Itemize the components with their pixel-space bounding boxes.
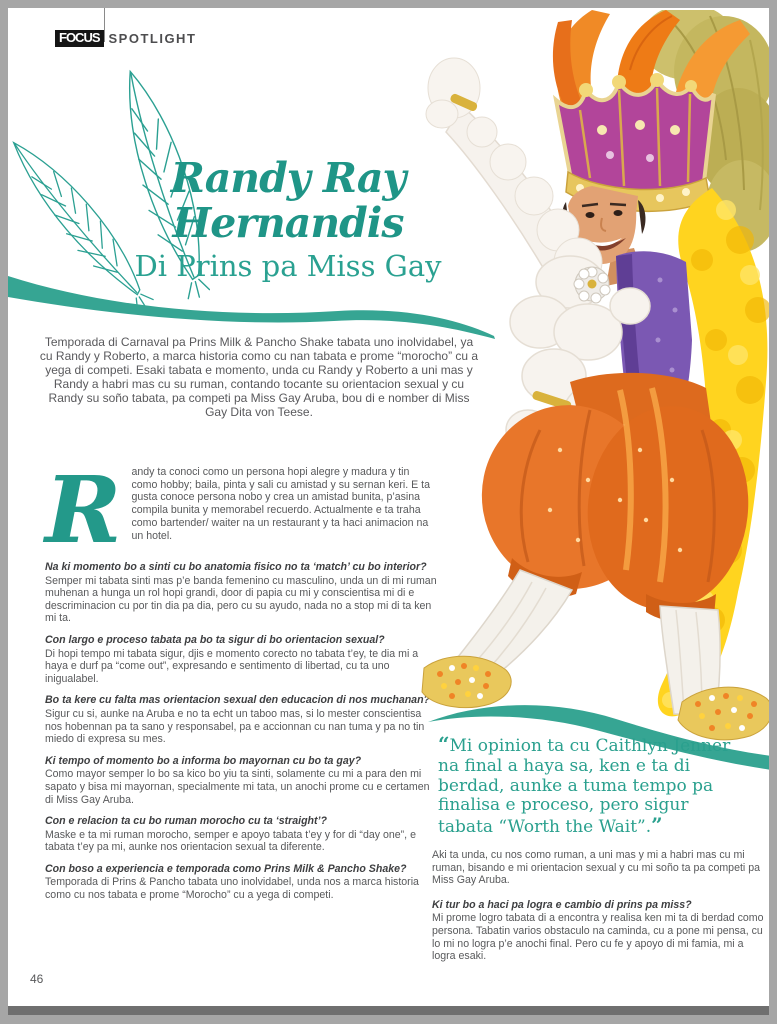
right-paragraph: Aki ta unda, cu nos como ruman, a uni mas y mi a habri mas cu mi ruman, bisando e mi orientacion sexual y cu mi soño ta pa competi pa Miss Gay Aruba. — [432, 849, 760, 887]
masthead — [55, 30, 196, 47]
question: Na ki momento bo a sinti cu bo anatomia fisico no ta ‘match’ cu bo interior? — [45, 561, 427, 573]
intro-paragraph: Temporada di Carnaval pa Prins Milk & Pancho Shake tabata uno inolvidabel, ya cu Randy y Roberto, a marca historia como cu nan tabata e prome “morocho” cu a yega di competi. Esaki tabata e momento, unda cu Randy y Roberto a uni mas y Randy a habri mas cu su ruman, contando tocante su orientacion sexual y cu Randy su soño tabata, pa competi pa Miss Gay Aruba, bou di e nomber di Miss Gay Dita von Teese. — [39, 335, 479, 419]
section-label: SPOTLIGHT — [108, 31, 197, 46]
question: Con e relacion ta cu bo ruman morocho cu ta ‘straight’? — [45, 815, 327, 828]
article-title — [118, 156, 458, 283]
question: Bo ta kere cu falta mas orientacion sexual den educacion di nos muchanan? — [45, 694, 431, 707]
answer: Semper mi tabata sinti mas p’e banda femenino cu masculino, unda un di mi ruman muhenan a hunga un rol hopi grandi, door di papia cu mi y conscientisa mi di e descriminacion cu por tin dia pa dia, pero cu su ayudo, nada no a stop mi di ta ken mi ta. — [45, 574, 437, 625]
article-subtitle: Di Prins pa Miss Gay — [134, 249, 442, 283]
pull-quote-text: Mi opinion ta cu Caithlyn Jenner na final a haya sa, ken e ta di berdad, aunke a tuma tempo pa finalisa e proceso, pero sigur tabata “Worth the Wait”. — [438, 736, 731, 838]
focus-logo: FOCUS — [55, 30, 104, 47]
pull-quote — [438, 732, 738, 838]
open-quote-mark: “ — [438, 732, 450, 756]
article-title-line1: Randy Ray — [170, 154, 406, 202]
page-bottom-shadow — [8, 1006, 769, 1015]
lead-text: andy ta conoci como un persona hopi alegre y madura y tin como hobby; baila, pinta y sali cu amistad y su sernan keri. E ta gusta conoce persona nobo y crea un amistad bunita, p’asina compila bunita y memorabel recuerdo. Actualmente e ta traha como bartender/ waiter na un restaurant y ta haci animacion na un hotel. — [131, 466, 431, 542]
qa-item — [45, 634, 438, 685]
qa-item — [45, 561, 438, 625]
answer: Como mayor semper lo bo sa kico bo yiu ta sinti, solamente cu mi a para den mi sapato y bisa mi mayornan, specialmente mi tata, un anochi prome cu e certamen di Miss Gay Aruba. — [45, 768, 430, 806]
question: Ki tempo of momento bo a informa bo mayornan cu bo ta gay? — [45, 754, 362, 767]
carnival-prince-photo — [420, 10, 769, 745]
drop-cap: R — [45, 456, 122, 564]
qa-item — [45, 863, 438, 902]
answer: Di hopi tempo mi tabata sigur, djis e momento corecto no tabata t’ey, te dia mi a haya e durf pa “come out”, expresando e sentimento di libertad, cu ta uno inigualabel. — [45, 647, 419, 685]
right-column — [432, 848, 768, 963]
answer: Temporada di Prins & Pancho tabata uno inolvidabel, unda nos a marca historia como cu nos tabata e prome “Morocho” cu a yega di competi. — [45, 876, 419, 902]
left-column — [45, 456, 438, 902]
answer: Sigur cu si, aunke na Aruba e no ta echt un taboo mas, si lo mester conscientisa nos hobennan pa ta sano y responsabel, pa e accionnan cu nan tuma y pa no tin miedo di expresa su mes. — [45, 707, 425, 746]
answer: Mi prome logro tabata di a encontra y realisa ken mi ta di berdad como persona. Tabatin varios obstaculo na caminda, cu a pone mi pensa, cu lo mi no logra p’e anochi final. Pero cu fe y apoyo di mi famia, mi a logra esaki. — [432, 912, 764, 963]
qa-item — [45, 815, 438, 854]
question: Ki tur bo a haci pa logra e cambio di prins pa miss? — [432, 898, 692, 911]
question: Con boso a experiencia e temporada como Prins Milk & Pancho Shake? — [45, 862, 407, 875]
qa-item — [45, 755, 438, 806]
magazine-page — [8, 8, 769, 1006]
qa-item — [45, 694, 438, 745]
page-number: 46 — [30, 972, 44, 986]
answer: Maske e ta mi ruman morocho, semper e apoyo tabata t’ey y for di “day one”, e tabata t’ey pa mi, aunke nos orientacion sexual ta diferente. — [45, 828, 416, 854]
question: Con largo e proceso tabata pa bo ta sigur di bo orientacion sexual? — [45, 633, 385, 646]
lead-paragraph — [45, 456, 438, 564]
close-quote-mark: ” — [651, 813, 663, 838]
article-title-line2: Hernandis — [172, 199, 404, 247]
qa-item — [432, 899, 768, 963]
